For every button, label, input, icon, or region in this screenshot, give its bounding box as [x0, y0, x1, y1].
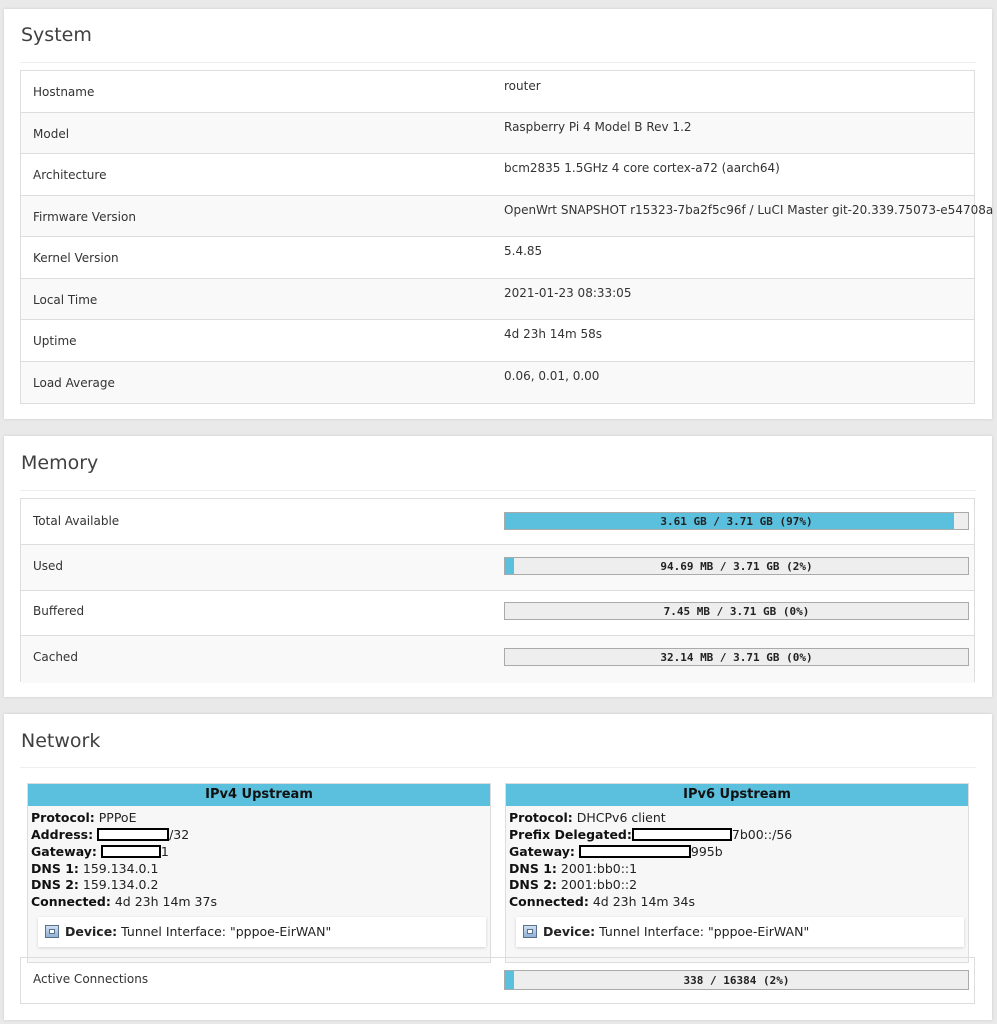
- table-row: [21, 591, 974, 636]
- progress-bar: [504, 512, 969, 530]
- network-device-icon: [45, 925, 59, 938]
- table-row: [21, 71, 974, 113]
- row-value: 2021-01-23 08:33:05: [504, 286, 632, 300]
- progress-bar: [504, 602, 969, 620]
- progress-text: 3.61 GB / 3.71 GB (97%): [660, 515, 813, 528]
- row-label: Firmware Version: [33, 210, 136, 224]
- ipv6-gateway: Gateway: 995b: [509, 844, 723, 859]
- row-label: Cached: [33, 650, 78, 664]
- network-device-icon: [523, 925, 537, 938]
- row-label: Local Time: [33, 293, 98, 307]
- ipv4-address: Address: /32: [31, 827, 190, 842]
- system-table: [20, 70, 994, 404]
- table-row: [21, 320, 974, 362]
- table-row: [21, 362, 974, 403]
- ipv6-prefix: Prefix Delegated: 7b00::/56: [509, 827, 793, 842]
- progress-bar: [504, 648, 969, 666]
- row-value: 4d 23h 14m 58s: [504, 327, 603, 341]
- table-row: [21, 154, 974, 196]
- active-connections-table: [20, 957, 975, 1004]
- table-row: [21, 499, 974, 545]
- memory-table: [20, 498, 975, 682]
- redacted-block: [632, 828, 732, 841]
- row-value: router: [504, 79, 541, 93]
- ipv4-device: Device: Tunnel Interface: "pppoe-EirWAN": [38, 917, 486, 947]
- divider: [20, 62, 976, 63]
- ipv4-dns2: DNS 2: 159.134.0.2: [31, 877, 159, 892]
- row-value: Raspberry Pi 4 Model B Rev 1.2: [504, 120, 692, 134]
- row-label: Hostname: [33, 85, 95, 99]
- ipv4-connected: Connected: 4d 23h 14m 37s: [31, 894, 217, 909]
- table-row: [21, 113, 974, 154]
- row-value: OpenWrt SNAPSHOT r15323-7ba2f5c96f / LuCI Master git-20.339.75073-e54708a: [504, 203, 994, 217]
- row-label: Buffered: [33, 604, 85, 618]
- progress-text: 32.14 MB / 3.71 GB (0%): [660, 651, 813, 664]
- memory-panel: [4, 436, 992, 697]
- divider: [20, 490, 976, 491]
- divider: [20, 767, 976, 768]
- row-label: Active Connections: [33, 972, 149, 986]
- redacted-block: [579, 845, 691, 858]
- ipv6-device: Device: Tunnel Interface: "pppoe-EirWAN": [516, 917, 964, 947]
- row-label: Kernel Version: [33, 251, 119, 265]
- row-label: Load Average: [33, 376, 115, 390]
- row-label: Model: [33, 127, 70, 141]
- row-label: Used: [33, 559, 64, 573]
- ipv4-gateway: Gateway: 1: [31, 844, 169, 859]
- row-value: 0.06, 0.01, 0.00: [504, 369, 600, 383]
- table-row: [21, 545, 974, 591]
- table-row: [21, 237, 974, 279]
- ipv4-upstream-box: [27, 783, 491, 963]
- progress-text: 338 / 16384 (2%): [683, 974, 790, 987]
- row-value: bcm2835 1.5GHz 4 core cortex-a72 (aarch64): [504, 161, 780, 175]
- row-label: Total Available: [33, 514, 120, 528]
- ipv4-upstream-heading: IPv4 Upstream: [28, 784, 490, 806]
- ipv6-upstream-heading: IPv6 Upstream: [506, 784, 968, 806]
- table-row: [21, 196, 994, 237]
- redacted-block: [97, 828, 169, 841]
- table-row: [21, 636, 974, 683]
- ipv4-dns1: DNS 1: 159.134.0.1: [31, 861, 159, 876]
- system-title: System: [21, 24, 92, 46]
- ipv4-protocol: Protocol: PPPoE: [31, 810, 137, 825]
- ipv6-protocol: Protocol: DHCPv6 client: [509, 810, 666, 825]
- memory-title: Memory: [21, 452, 99, 474]
- ipv6-dns1: DNS 1: 2001:bb0::1: [509, 861, 638, 876]
- table-row: [21, 958, 974, 1003]
- ipv6-upstream-box: [505, 783, 969, 963]
- row-label: Uptime: [33, 334, 77, 348]
- progress-text: 94.69 MB / 3.71 GB (2%): [660, 560, 813, 573]
- network-panel: [4, 714, 992, 1020]
- progress-bar: [504, 970, 969, 990]
- table-row: [21, 279, 974, 320]
- row-label: Architecture: [33, 168, 107, 182]
- redacted-block: [101, 845, 161, 858]
- network-title: Network: [21, 730, 101, 752]
- progress-text: 7.45 MB / 3.71 GB (0%): [663, 605, 810, 618]
- ipv6-connected: Connected: 4d 23h 14m 34s: [509, 894, 695, 909]
- row-value: 5.4.85: [504, 244, 543, 258]
- progress-bar: [504, 557, 969, 575]
- system-panel: [4, 9, 992, 419]
- ipv6-dns2: DNS 2: 2001:bb0::2: [509, 877, 638, 892]
